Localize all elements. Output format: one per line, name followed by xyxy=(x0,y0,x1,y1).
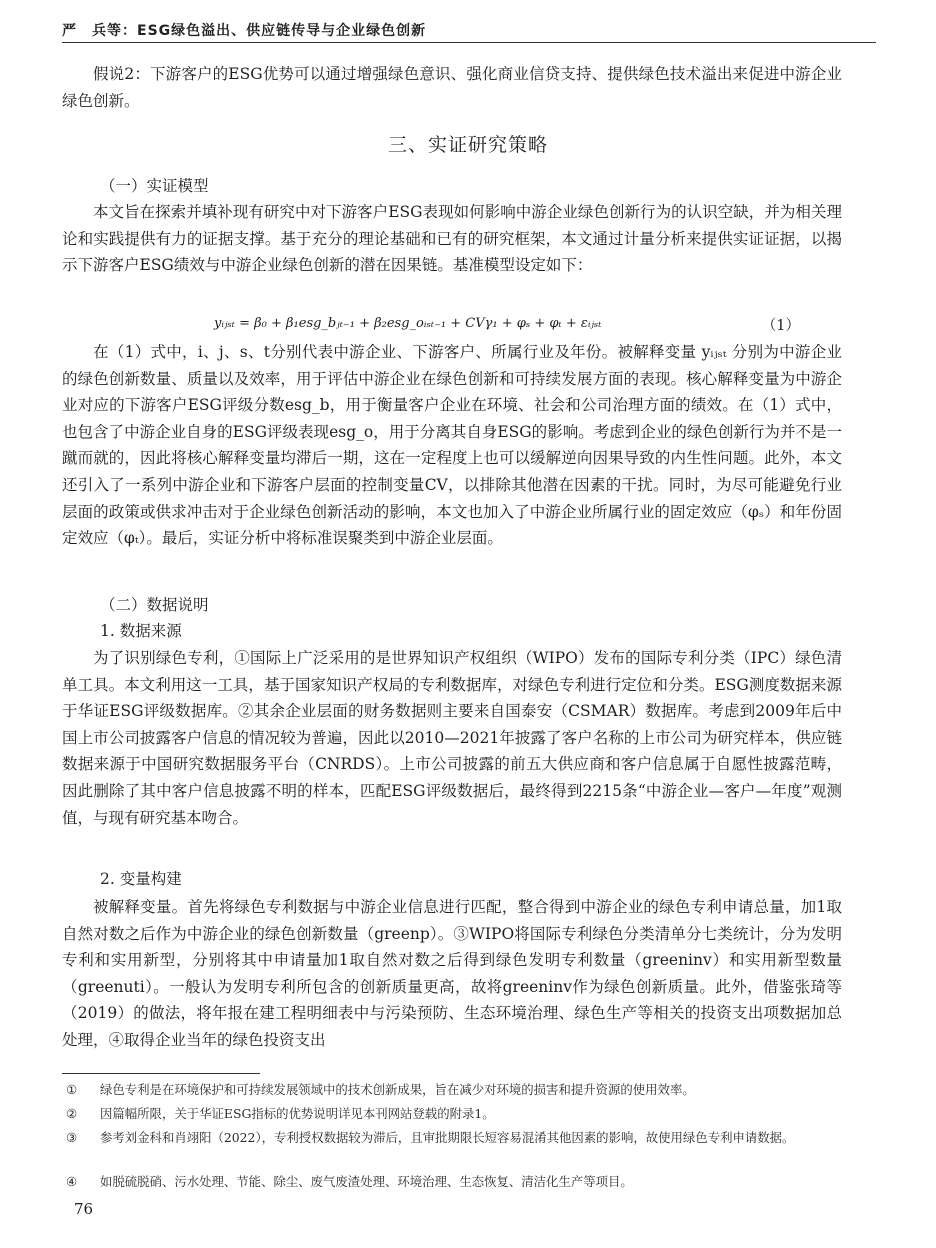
model-explanation-paragraph: 在（1）式中，i、j、s、t分别代表中游企业、下游客户、所属行业及年份。被解释变量 yᵢⱼₛₜ 分别为中游企业的绿色创新数量、质量以及效率，用于评估中游企业在绿色创新和可持续发展方面的表现。核心解释变量为中游企业对应的下游客户ESG评级分数esg_b，用于衡量客户企业在环境、社会和公司治理方面的绩效。在（1）式中，也包含了中游企业自身的ESG评级表现esg_o，用于分离其自身ESG的影响。考虑到企业的绿色创新行为并不是一蹴而就的，因此将核心解释变量均滞后一期，这在一定程度上也可以缓解逆向因果导致的内生性问题。此外，本文还引入了一系列中游企业和下游客户层面的控制变量CV，以排除其他潜在因素的干扰。同时，为尽可能避免行业层面的政策或供求冲击对于企业绿色创新活动的影响，本文也加入了中游企业所属行业的固定效应（φₛ）和年份固定效应（φₜ）。最后，实证分析中将标准误聚类到中游企业层面。 xyxy=(62,343,842,548)
footnote-mark: ④ xyxy=(66,1174,78,1189)
footnote-text: 参考刘金科和肖翊阳（2022），专利授权数据较为滞后，且审批期限长短容易混淆其他因素的影响，故使用绿色专利申请数据。 xyxy=(100,1130,795,1145)
page-number: 76 xyxy=(74,1200,94,1218)
footnote-text: 因篇幅所限，关于华证ESG指标的优势说明详见本刊网站登载的附录1。 xyxy=(100,1106,495,1121)
footnote-mark: ① xyxy=(66,1082,78,1097)
subsection-heading-model: （一）实证模型 xyxy=(100,177,209,195)
sub-heading-data-source: 1. 数据来源 xyxy=(100,622,182,640)
footnote-1 xyxy=(62,1080,842,1101)
footnote-text: 如脱硫脱硝、污水处理、节能、除尘、废气废渣处理、环境治理、生态恢复、清洁化生产等项目。 xyxy=(100,1174,633,1189)
subsection-heading-data: （二）数据说明 xyxy=(100,596,209,614)
hypothesis-2: 假说2：下游客户的ESG优势可以通过增强绿色意识、强化商业信贷支持、提供绿色技术溢出来促进中游企业绿色创新。 xyxy=(62,65,842,110)
footnote-mark: ③ xyxy=(66,1130,78,1145)
section-title: 三、实证研究策略 xyxy=(387,134,548,156)
footnote-2 xyxy=(62,1104,842,1125)
equation-1 xyxy=(62,312,842,338)
footnote-4 xyxy=(62,1172,842,1193)
footnote-divider xyxy=(62,1073,260,1074)
equation-number: （1） xyxy=(761,318,800,334)
running-header xyxy=(62,18,876,43)
footnote-3 xyxy=(62,1128,842,1149)
sub-heading-variables: 2. 变量构建 xyxy=(100,870,182,888)
model-intro-paragraph: 本文旨在探索并填补现有研究中对下游客户ESG表现如何影响中游企业绿色创新行为的认识空缺，并为相关理论和实践提供有力的证据支撑。基于充分的理论基础和已有的研究框架，本文通过计量分析来提供实证证据，以揭示下游客户ESG绩效与中游企业绿色创新的潜在因果链。基准模型设定如下： xyxy=(62,203,842,275)
equation-formula: yᵢⱼₛₜ = β₀ + β₁esg_bⱼₜ₋₁ + β₂esg_oᵢₛₜ₋₁ + CVγ₁ + φₛ + φₜ + εᵢⱼₛₜ xyxy=(214,316,602,331)
footnote-text: 绿色专利是在环境保护和可持续发展领域中的技术创新成果，旨在减少对环境的损害和提升资源的使用效率。 xyxy=(100,1082,695,1097)
variable-construction-paragraph: 被解释变量。首先将绿色专利数据与中游企业信息进行匹配，整合得到中游企业的绿色专利申请总量，加1取自然对数之后作为中游企业的绿色创新数量（greenp）。③WIPO将国际专利绿色分类清单分七类统计，分为发明专利和实用新型，分别将其中申请量加1取自然对数之后得到绿色发明专利数量（greeninv）和实用新型数量（greenuti）。一般认为发明专利所包含的创新质量更高，故将greeninv作为绿色创新质量。此外，借鉴张琦等（2019）的做法，将年报在建工程明细表中与污染预防、生态环境治理、绿色生产等相关的投资支出项数据加总处理，④取得企业当年的绿色投资支出 xyxy=(62,898,842,1049)
footnote-mark: ② xyxy=(66,1106,78,1121)
running-title: 严 兵等：ESG绿色溢出、供应链传导与企业绿色创新 xyxy=(62,23,427,39)
data-source-paragraph: 为了识别绿色专利，①国际上广泛采用的是世界知识产权组织（WIPO）发布的国际专利分类（IPC）绿色清单工具。本文利用这一工具，基于国家知识产权局的专利数据库，对绿色专利进行定位和分类。ESG测度数据来源于华证ESG评级数据库。②其余企业层面的财务数据则主要来自国泰安（CSMAR）数据库。考虑到2009年后中国上市公司披露客户信息的情况较为普遍，因此以2010—2021年披露了客户名称的上市公司为研究样本，供应链数据来源于中国研究数据服务平台（CNRDS）。上市公司披露的前五大供应商和客户信息属于自愿性披露范畴，因此删除了其中客户信息披露不明的样本，匹配ESG评级数据后，最终得到2215条“中游企业—客户—年度”观测值，与现有研究基本吻合。 xyxy=(62,649,842,827)
